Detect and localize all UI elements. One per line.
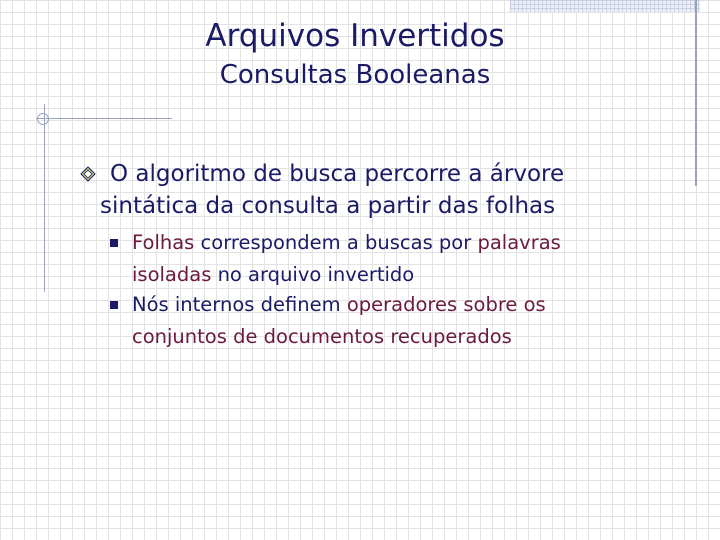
highlight-text: isoladas [132, 263, 212, 286]
decorative-top-pattern [510, 0, 700, 12]
highlight-text: Folhas [132, 231, 195, 254]
plain-text: Nós internos definem [132, 293, 347, 316]
slide-title: Arquivos Invertidos [205, 18, 505, 54]
plain-text: no arquivo invertido [211, 263, 415, 286]
highlight-text: palavras [477, 231, 561, 254]
diamond-bullet-icon [80, 166, 96, 182]
decorative-circle-icon [37, 113, 49, 125]
sub-bullet-item [108, 227, 628, 291]
square-bullet-icon [110, 239, 118, 247]
sub-bullet-line [108, 259, 628, 291]
highlight-text: operadores sobre os [346, 293, 546, 316]
main-bullet-line-1: O algoritmo de busca percorre a árvore [110, 161, 565, 187]
slide-subtitle: Consultas Booleanas [219, 60, 491, 90]
sub-bullet-line [108, 227, 628, 259]
decorative-left-rule [44, 104, 45, 292]
sub-bullet-item [108, 289, 628, 353]
main-bullet-line-2: sintática da consulta a partir das folhas [100, 193, 556, 219]
sub-bullet-line [108, 289, 628, 321]
sub-bullet-line [108, 321, 628, 353]
main-bullet [82, 158, 642, 222]
highlight-text: conjuntos de documentos recuperados [132, 325, 512, 348]
square-bullet-icon [110, 301, 118, 309]
plain-text: correspondem a buscas por [194, 231, 478, 254]
decorative-horizontal-rule [36, 118, 172, 119]
